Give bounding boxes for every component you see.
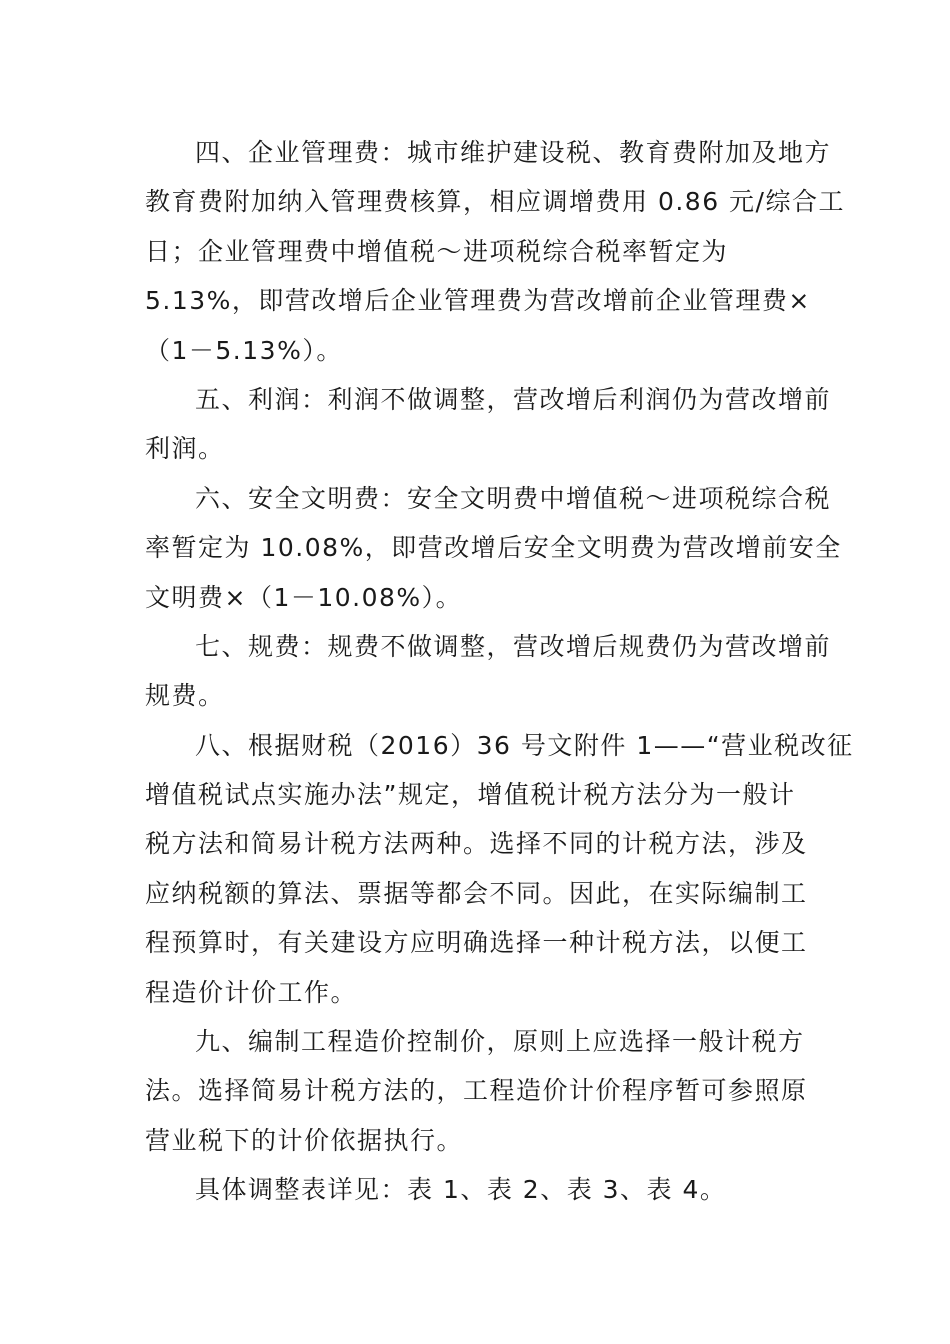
para-9-line-1: 九、编制工程造价控制价，原则上应选择一般计税方 bbox=[195, 1027, 805, 1057]
para-8-line-4: 应纳税额的算法、票据等都会不同。因此，在实际编制工 bbox=[145, 878, 808, 908]
para-7-line-2: 规费。 bbox=[145, 681, 225, 711]
para-8-line-2: 增值税试点实施办法”规定，增值税计税方法分为一般计 bbox=[145, 780, 796, 810]
para-8-line-5: 程预算时，有关建设方应明确选择一种计税方法，以便工 bbox=[145, 928, 808, 958]
document-body bbox=[145, 128, 854, 1215]
para-9-line-2: 法。选择简易计税方法的，工程造价计价程序暂可参照原 bbox=[145, 1076, 808, 1106]
closing-line: 具体调整表详见：表 1、表 2、表 3、表 4。 bbox=[195, 1175, 727, 1205]
para-9-line-3: 营业税下的计价依据执行。 bbox=[145, 1125, 464, 1155]
para-8-line-1: 八、根据财税（2016）36 号文附件 1——“营业税改征 bbox=[195, 730, 854, 760]
para-7-line-1: 七、规费：规费不做调整，营改增后规费仍为营改增前 bbox=[195, 631, 832, 661]
para-6-line-3: 文明费×（1－10.08%）。 bbox=[145, 582, 463, 612]
para-4-line-2: 教育费附加纳入管理费核算，相应调增费用 0.86 元/综合工 bbox=[145, 187, 845, 217]
para-4-line-5: （1－5.13%）。 bbox=[145, 335, 343, 365]
para-5-line-2: 利润。 bbox=[145, 434, 225, 464]
para-4-line-4: 5.13%，即营改增后企业管理费为营改增前企业管理费× bbox=[145, 286, 811, 316]
para-4-line-3: 日；企业管理费中增值税～进项税综合税率暂定为 bbox=[145, 236, 729, 266]
para-4-line-1: 四、企业管理费：城市维护建设税、教育费附加及地方 bbox=[195, 138, 832, 167]
para-8-line-3: 税方法和简易计税方法两种。选择不同的计税方法，涉及 bbox=[145, 829, 808, 859]
para-6-line-2: 率暂定为 10.08%，即营改增后安全文明费为营改增前安全 bbox=[145, 533, 842, 563]
para-5-line-1: 五、利润：利润不做调整，营改增后利润仍为营改增前 bbox=[195, 384, 832, 414]
para-6-line-1: 六、安全文明费：安全文明费中增值税～进项税综合税 bbox=[195, 483, 832, 513]
para-8-line-6: 程造价计价工作。 bbox=[145, 977, 358, 1007]
